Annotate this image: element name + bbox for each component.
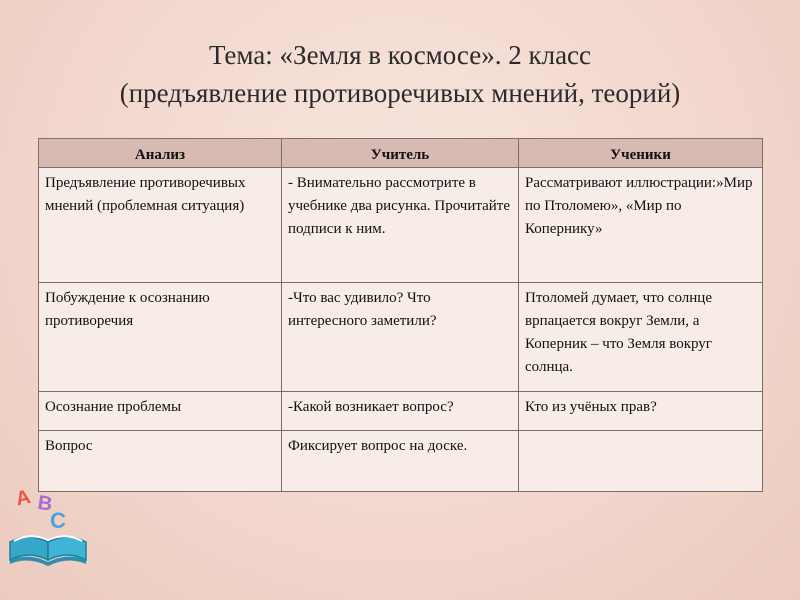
cell-analysis: Вопрос — [39, 431, 282, 492]
slide-title-line-2: (предъявление противоречивых мнений, теорий) — [119, 78, 681, 108]
cell-students: Кто из учёных прав? — [519, 392, 763, 431]
lesson-table — [38, 138, 763, 492]
header-students: Ученики — [519, 139, 763, 168]
cell-teacher: Фиксирует вопрос на доске. — [282, 431, 519, 492]
table-row — [39, 392, 763, 431]
table-header-row — [39, 139, 763, 168]
cell-students: Рассматривают иллюстрации:»Мир по Птоломею», «Мир по Копернику» — [519, 168, 763, 283]
slide-title — [0, 36, 800, 112]
slide-title-line-1: Тема: «Земля в космосе». 2 класс — [208, 40, 592, 70]
abc-book-icon — [6, 480, 90, 570]
cell-students — [519, 431, 763, 492]
letter-b-icon: B — [36, 491, 54, 516]
table-row — [39, 431, 763, 492]
letter-c-icon: C — [50, 508, 66, 533]
table-row — [39, 283, 763, 392]
cell-analysis: Побуждение к осознанию противоречия — [39, 283, 282, 392]
header-teacher: Учитель — [282, 139, 519, 168]
open-book-icon — [10, 536, 86, 566]
letter-a-icon: A — [13, 485, 33, 511]
cell-students: Птоломей думает, что солнце врпацается вокруг Земли, а Коперник – что Земля вокруг солнца. — [519, 283, 763, 392]
cell-teacher: -Какой возникает вопрос? — [282, 392, 519, 431]
cell-analysis: Предъявление противоречивых мнений (проблемная ситуация) — [39, 168, 282, 283]
table-row — [39, 168, 763, 283]
header-analysis: Анализ — [39, 139, 282, 168]
cell-teacher: -Что вас удивило? Что интересного заметили? — [282, 283, 519, 392]
cell-teacher: - Внимательно рассмотрите в учебнике два рисунка. Прочитайте подписи к ним. — [282, 168, 519, 283]
cell-analysis: Осознание проблемы — [39, 392, 282, 431]
